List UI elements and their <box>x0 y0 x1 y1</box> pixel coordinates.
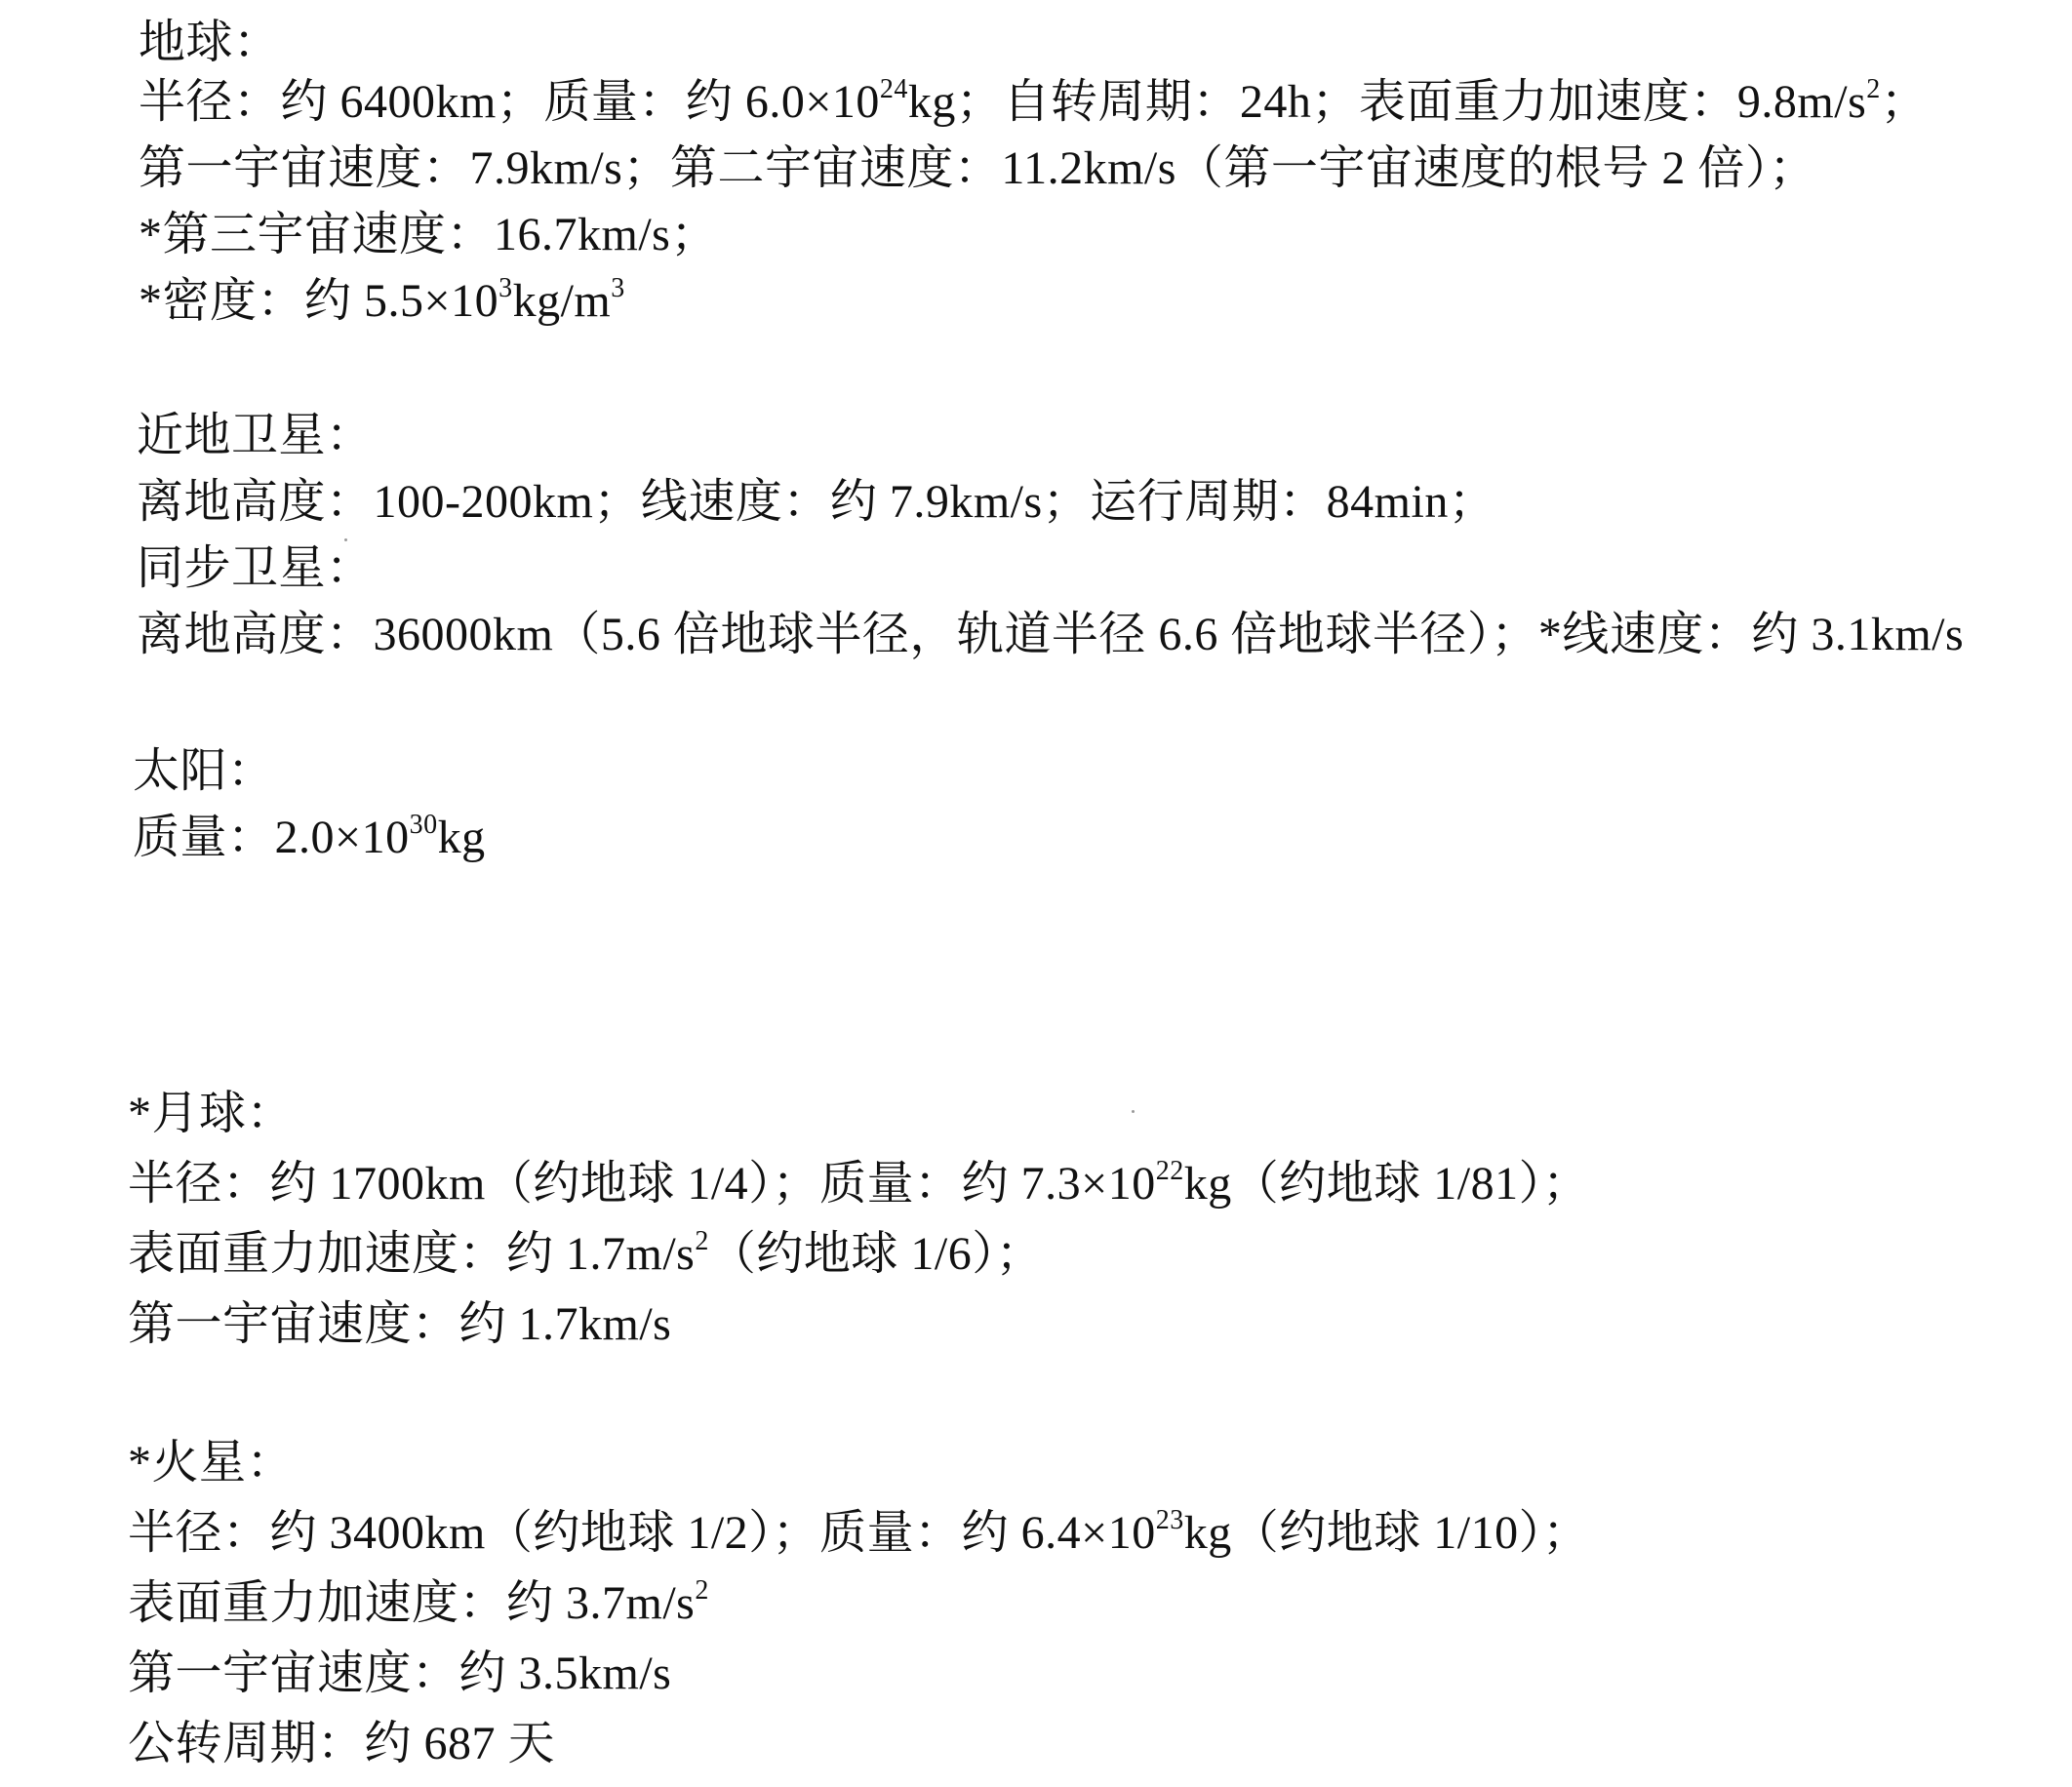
leo-satellite-line-1: 离地高度：100-200km；线速度：约 7.9km/s；运行周期：84min； <box>137 476 1496 528</box>
leo-satellite-heading: 近地卫星： <box>137 410 374 461</box>
moon-heading: *月球： <box>128 1088 295 1139</box>
geo-satellite-line-1: 离地高度：36000km（5.6 倍地球半径，轨道半径 6.6 倍地球半径）；*线速度：约 3.1km/s <box>137 609 1965 660</box>
moon-line-1: 半径：约 1700km（约地球 1/4）；质量：约 $7.3\times 10^{22}kg$（约地球 1/81）； <box>128 1156 1590 1210</box>
sun-heading: 太阳： <box>133 745 275 797</box>
moon-line-3: 第一宇宙速度：约 1.7km/s <box>128 1298 672 1350</box>
earth-line-4: *密度：约 $5.5\times 10^3kg/m^3$ <box>139 273 625 327</box>
earth-line-3: *第三宇宙速度：16.7km/s； <box>139 209 718 260</box>
mars-heading: *火星： <box>128 1437 295 1489</box>
earth-heading: 地球： <box>139 17 281 68</box>
scan-speck <box>1132 1110 1135 1113</box>
earth-line-2: 第一宇宙速度：7.9km/s；第二宇宙速度：11.2km/s（第一宇宙速度的根号 2 倍）； <box>139 142 1816 194</box>
mars-line-3: 第一宇宙速度：约 3.5km/s <box>128 1648 672 1699</box>
scan-speck <box>344 538 347 541</box>
moon-line-2: 表面重力加速度：约 $1.7m/s^2$（约地球 1/6）； <box>128 1226 1044 1280</box>
mars-line-2: 表面重力加速度：约 $3.7m/s^2$ <box>128 1575 709 1629</box>
geo-satellite-heading: 同步卫星： <box>137 542 374 594</box>
mars-line-4: 公转周期：约 687 天 <box>128 1718 556 1769</box>
mars-line-1: 半径：约 3400km（约地球 1/2）；质量：约 $6.4\times 10^{23}kg$（约地球 1/10）； <box>128 1505 1590 1559</box>
sun-line-1: 质量：$2.0\times 10^{30}kg$ <box>133 810 486 863</box>
earth-line-1: 半径：约 6400km；质量：约 $6.0\times 10^{24}kg$；自转周期：24h；表面重力加速度：$9.8m/s^2$； <box>139 74 1929 128</box>
